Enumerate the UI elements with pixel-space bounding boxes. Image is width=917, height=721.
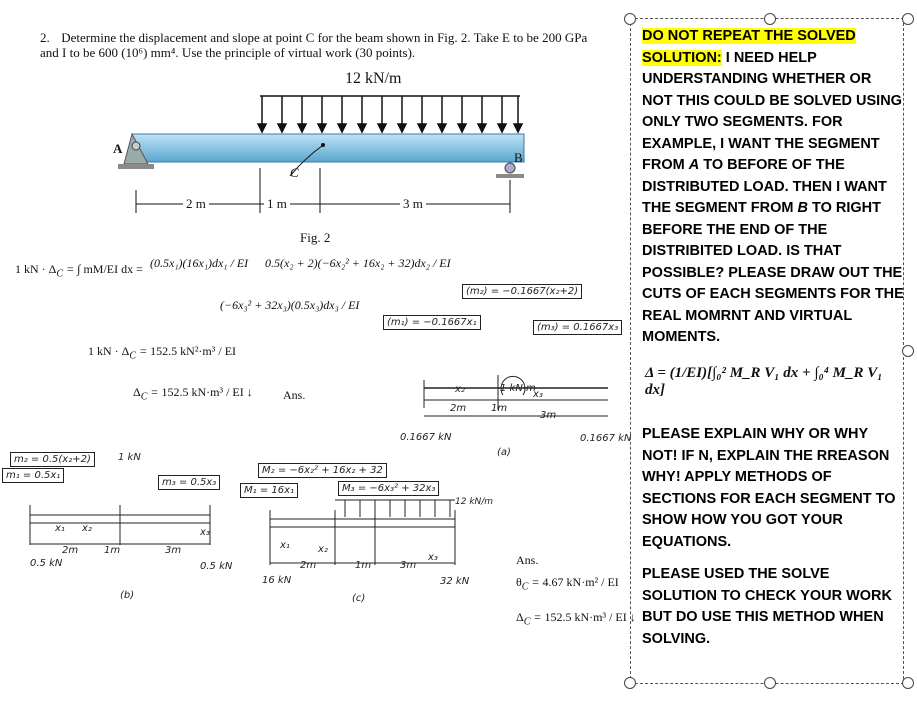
eq3-rhs: 152.5 kN²·m³ / EI (150, 344, 237, 358)
beam-figure (100, 88, 540, 218)
hand-a-label: (a) (497, 447, 511, 458)
hand-b-load: 1 kN (118, 452, 141, 463)
resize-handle-top-right[interactable] (902, 13, 914, 25)
dim-3m: 3 m (400, 196, 426, 212)
dim-2m: 2 m (183, 196, 209, 212)
hand-b-m3: m₃ = 0.5x₃ (158, 475, 220, 490)
resize-handle-bottom-left[interactable] (624, 677, 636, 689)
panel-paragraph-1c: TO RIGHT BEFORE THE END OF THE DISTRIBITED LOAD. IS THAT POSSIBLE? PLEASE DRAW OUT THE CUTS OF EACH SEGMENTS FOR THE REAL MOMRNT AND VIRTUAL MOMENTS. (642, 200, 904, 345)
hand-c-m2: M₂ = −6x₂² + 16x₂ + 32 (258, 463, 387, 478)
hand-m1-virtual: (m₁) = −0.1667x₁ (383, 315, 481, 330)
eq3-lhs: 1 kN · Δ (88, 344, 130, 358)
eq1-lhs: 1 kN · Δ (15, 262, 57, 276)
panel-question-text (642, 26, 904, 349)
hand-c-x3: x₃ (428, 552, 438, 563)
hand-c-x2: x₂ (318, 544, 328, 555)
hand-a-1m: 1m (491, 403, 508, 414)
figure-caption: Fig. 2 (300, 230, 331, 245)
highlight-1: DO NOT REPEAT THE SOLVED (642, 28, 856, 44)
panel-paragraph-1: I NEED HELP UNDERSTANDING WHETHER OR NOT THIS COULD BE SOLVED USING ONLY TWO SEGMENTS. FOR EXAMPLE, I WANT THE SEGMENT FROM (642, 49, 902, 173)
ans-label-2: Ans. (516, 553, 539, 567)
panel-point-a: A (688, 157, 700, 173)
hand-a-3m: 3m (540, 410, 557, 421)
dim-1m: 1 m (264, 196, 290, 212)
hand-c-m3: M₃ = −6x₃² + 32x₃ (338, 481, 439, 496)
ans-label-1: Ans. (283, 388, 306, 402)
resize-handle-bottom-right[interactable] (902, 677, 914, 689)
panel-paragraph-1b: TO BEFORE OF THE DISTRIBUTED LOAD. THEN I WANT THE SEGMENT FROM (642, 157, 887, 216)
delta-answer: $\Delta_C = 152.5$ kN·m³ / EI ↓ (516, 610, 636, 628)
problem-text: Determine the displacement and slope at point C for the beam shown in Fig. 2. Take E to be 200 GPa and I to be 600 (10⁶) mm⁴. Use the principle of virtual work (30 points). (40, 30, 588, 60)
hand-a-left-reaction: 0.1667 kN (400, 432, 452, 443)
panel-paragraph-3: PLEASE USED THE SOLVE SOLUTION TO CHECK YOUR WORK BUT DO USE THIS METHOD WHEN SOLVING. (642, 566, 892, 647)
highlight-2: SOLUTION: (642, 49, 722, 66)
hand-c-1m: 1m (355, 560, 372, 571)
hand-b-m1: m₁ = 0.5x₁ (2, 468, 64, 483)
hand-c-load: 12 kN/m (455, 497, 494, 507)
hand-c-m1: M₁ = 16x₁ (240, 483, 298, 498)
hand-b-3m: 3m (165, 545, 182, 556)
hand-a-2m: 2m (450, 403, 467, 414)
theta-answer: $\theta_C = 4.67$ kN·m² / EI (516, 575, 619, 593)
hand-a-x3: x₃ (533, 389, 543, 400)
eq-line-3: 1 kN · $\Delta_C = 152.5$ kN²·m³ / EI (88, 344, 237, 362)
hand-c-right-reaction: 32 kN (440, 576, 470, 587)
hand-b-right-reaction: 0.5 kN (200, 561, 233, 572)
hand-c-3m: 3m (400, 560, 417, 571)
theta-rhs: 4.67 kN·m² / EI (542, 575, 619, 589)
point-a-label: A (113, 141, 123, 156)
hand-b-label: (b) (120, 590, 135, 601)
eq1-mid: ∫ mM/EI dx = (77, 262, 143, 276)
panel-paragraph-2: PLEASE EXPLAIN WHY OR WHY NOT! IF N, EXPLAIN THE RREASON WHY! APPLY METHODS OF SECTIONS FOR EACH SEGMENT TO SHOW HOW YOU GOT YOUR EQUATIONS. (642, 426, 896, 550)
panel-formula: Δ = (1/EI)[∫₀² M_R V₁ dx + ∫₀⁴ M_R V₁ dx] (645, 365, 883, 398)
hand-a-right-reaction: 0.1667 kN (580, 433, 632, 444)
hand-a-x2: x₂ (455, 384, 465, 395)
eq4-lhs: Δ (133, 385, 141, 399)
hand-b-left-reaction: 0.5 kN (30, 558, 63, 569)
hand-b-2m: 2m (62, 545, 79, 556)
eq-line-4: $\Delta_C = 152.5$ kN·m³ / EI ↓ (133, 385, 253, 403)
eq-line-1: 1 kN · $\Delta_C$ = ∫ mM/EI dx = (15, 262, 143, 280)
problem-statement (40, 30, 600, 60)
hand-diagram-a (418, 370, 618, 425)
hand-c-left-reaction: 16 kN (262, 575, 292, 586)
hand-a-moment: 1 kN·m (500, 383, 536, 394)
theta-lhs: θ (516, 575, 522, 589)
hand-c-label: (c) (352, 593, 366, 604)
point-b-label: B (514, 150, 523, 165)
hand-b-x3: x₃ (200, 527, 210, 538)
delta-lhs: Δ (516, 610, 524, 624)
eq2-term: (−6x₃² + 32x₃)(0.5x₃)dx₃ / EI (220, 298, 360, 312)
panel-point-b: B (797, 200, 808, 216)
distributed-load-label: 12 kN/m (345, 70, 402, 87)
delta-rhs: 152.5 kN·m³ / EI ↓ (544, 610, 636, 624)
hand-b-x1: x₁ (55, 523, 65, 534)
problem-number: 2. (40, 30, 50, 45)
resize-handle-bottom-middle[interactable] (764, 677, 776, 689)
hand-m2-virtual: (m₂) = −0.1667(x₂+2) (462, 284, 582, 299)
eq1-term1: (0.5x₁)(16x₁)dx₁ / EI (150, 256, 249, 270)
hand-m3-virtual: (m₃) = 0.1667x₃ (533, 320, 622, 335)
hand-b-1m: 1m (104, 545, 121, 556)
hand-b-m2: m₂ = 0.5(x₂+2) (10, 452, 95, 467)
point-c-label: C (290, 165, 299, 180)
hand-c-2m: 2m (300, 560, 317, 571)
eq4-rhs: 152.5 kN·m³ / EI ↓ (161, 385, 253, 399)
hand-c-x1: x₁ (280, 540, 290, 551)
hand-b-x2: x₂ (82, 523, 92, 534)
eq1-term2: 0.5(x₂ + 2)(−6x₂² + 16x₂ + 32)dx₂ / EI (265, 256, 451, 270)
resize-handle-top-middle[interactable] (764, 13, 776, 25)
resize-handle-top-left[interactable] (624, 13, 636, 25)
